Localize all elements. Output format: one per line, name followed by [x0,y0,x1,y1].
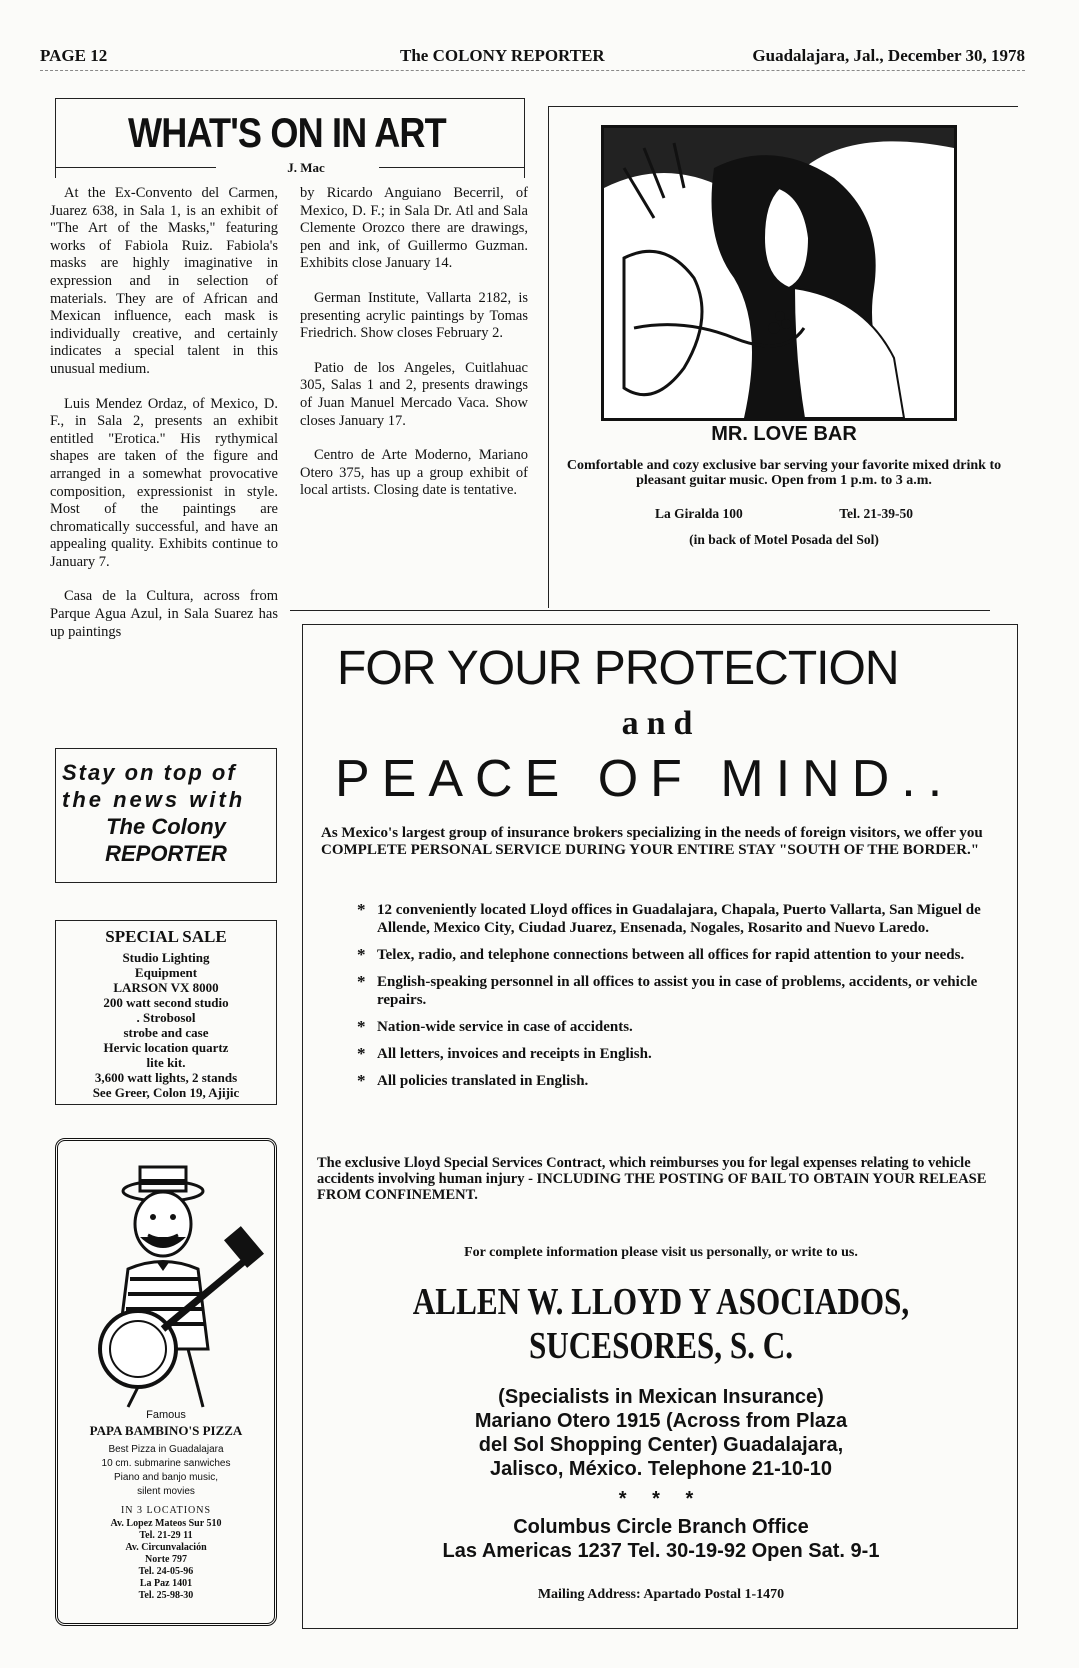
banjo-player-illustration [68,1149,264,1409]
art-paragraph: Patio de los Angeles, Cuitlahuac 305, Salas 1 and 2, presents drawings of Juan Manuel Mercado Vaca. Show closes January 17. [300,359,528,429]
ad-address-line: del Sol Shopping Center) Guadalajara, [478,1434,844,1456]
stay-line: REPORTER [105,841,227,866]
bar-address: La Giralda 100 [654,506,743,521]
pizza-line: silent movies [137,1486,195,1497]
ad-company-1: ALLEN W. LLOYD Y ASOCIADOS, [412,1281,910,1323]
pizza-location: La Paz 1401 [139,1578,193,1589]
stay-line: Stay on top of [62,760,237,785]
pizza-location: Norte 797 [145,1554,187,1565]
pizza-ad [55,1138,277,1626]
ad-headline-3: PEACE OF MIND.. [335,750,955,808]
sale-line: See Greer, Colon 19, Ajijic [92,1085,240,1100]
pizza-name: PAPA BAMBINO'S PIZZA [89,1423,243,1438]
masthead [40,44,1025,71]
pizza-line: Best Pizza in Guadalajara [108,1444,224,1455]
insurance-ad [302,624,1018,1629]
art-title: WHAT'S ON IN ART [128,109,446,156]
art-paragraph: At the Ex-Convento del Carmen, Juarez 638, in Sala 1, is an exhibit of "The Art of the Masks," featuring works of Fabiola Ruiz. Fabiola's masks are highly imaginative in expression and in selection of materials. They are of African and Mexican influence, each mask is individually creative, and certainly indicates a special talent in this unusual medium. [50,185,278,377]
sale-line: . Strobosol [136,1010,196,1025]
sale-line: strobe and case [123,1025,209,1040]
sale-line: 3,600 watt lights, 2 stands [94,1070,238,1085]
art-column-1 [50,185,278,641]
sale-line: LARSON VX 8000 [113,980,219,995]
bar-name: MR. LOVE BAR [711,423,857,445]
art-byline: J. Mac [287,160,325,175]
pizza-line: 10 cm. submarine sanwiches [101,1458,231,1469]
sale-line: Studio Lighting [122,950,210,965]
woman-illustration [601,125,957,421]
pizza-locations-title: IN 3 LOCATIONS [120,1505,212,1516]
ad-bullet: * Nation-wide service in case of accidents. [353,1018,989,1036]
stay-line: The Colony [106,814,226,839]
paper-name: The COLONY REPORTER [400,46,605,65]
ad-bullet-list [353,901,989,1099]
pizza-line: Piano and banjo music, [114,1472,218,1483]
sale-line: lite kit. [146,1055,186,1070]
ad-stars: * * * [618,1488,704,1510]
stay-line: the news with [62,787,246,812]
bar-description: Comfortable and cozy exclusive bar serving your favorite mixed drink to pleasant guitar music. Open from 1 p.m. to 3 a.m. [566,458,1002,488]
pizza-location: Tel. 21-29 11 [139,1530,193,1541]
ad-bullet: * All policies translated in English. [353,1072,989,1090]
pizza-location: Av. Lopez Mateos Sur 510 [110,1518,222,1529]
special-sale-box [55,920,277,1105]
dateline: Guadalajara, Jal., December 30, 1978 [752,46,1025,65]
ad-bullet: * 12 conveniently located Lloyd offices in Guadalajara, Chapala, Puerto Vallarta, San Miguel de Allende, Mexico City, Ciudad Juarez, Ensenada, Nogales, Rosarito and Nuevo Laredo. [353,901,989,937]
sale-line: 200 watt second studio [103,995,229,1010]
sale-line: Hervic location quartz [103,1040,229,1055]
ad-branch-details: Las Americas 1237 Tel. 30-19-92 Open Sat. 9-1 [442,1540,880,1562]
stay-on-top-box [55,748,277,883]
ad-headline-1: FOR YOUR PROTECTION [337,642,899,695]
bar-phone: Tel. 21-39-50 [839,506,914,521]
sale-title: SPECIAL SALE [105,927,227,946]
ad-company-2: SUCESORES, S. C. [528,1325,794,1367]
ad-info: For complete information please visit us personally, or write to us. [464,1245,858,1260]
art-paragraph: by Ricardo Anguiano Becerril, of Mexico, D. F.; in Sala Dr. Atl and Sala Clemente Orozco there are drawings, pen and ink, of Guillermo Guzman. Exhibits close January 14. [300,185,528,272]
page-number: PAGE 12 [40,46,108,65]
bar-note: (in back of Motel Posada del Sol) [689,532,879,547]
ad-intro: As Mexico's largest group of insurance brokers specializing in the needs of foreign visitors, we offer you COMPLETE PERSONAL SERVICE DURING YOUR ENTIRE STAY "SOUTH OF THE BORDER." [321,825,983,858]
art-paragraph: Casa de la Cultura, across from Parque Agua Azul, in Sala Suarez has up paintings [50,588,278,640]
art-column-2 [300,185,528,517]
ad-headline-2: and [621,705,701,742]
ad-mailing: Mailing Address: Apartado Postal 1-1470 [537,1587,785,1602]
art-paragraph: German Institute, Vallarta 2182, is presenting acrylic paintings by Tomas Friedrich. Show closes February 2. [300,289,528,342]
ad-bullet: * All letters, invoices and receipts in English. [353,1045,989,1063]
ad-contract: The exclusive Lloyd Special Services Contract, which reimburses you for legal expenses relating to vehicle accidents involving human injury - INCLUDING THE POSTING OF BAIL TO OBTAIN YOUR RELEASE FROM CONFINEMENT. [317,1155,987,1203]
ad-bullet: * English-speaking personnel in all offices to assist you in case of problems, accidents, or vehicle repairs. [353,973,989,1009]
love-bar-ad [548,106,1018,608]
pizza-location: Tel. 25-98-30 [138,1590,194,1601]
art-paragraph: Luis Mendez Ordaz, of Mexico, D. F., in Sala 2, presents an exhibit entitled "Erotica." His rythymical shapes are taken of the figure and arranged in a somewhat provocative composition, expressionist in style. Most of the paintings are chromatically successful, and have an appealing quality. Exhibits continue to January 7. [50,395,278,570]
ad-specialists: (Specialists in Mexican Insurance) [498,1386,824,1408]
sale-line: Equipment [134,965,198,980]
pizza-location: Av. Circunvalación [125,1542,207,1553]
ad-address-line: Mariano Otero 1915 (Across from Plaza [474,1410,848,1432]
pizza-famous: Famous [146,1409,186,1421]
art-paragraph: Centro de Arte Moderno, Mariano Otero 375, has up a group exhibit of local artists. Closing date is tentative. [300,447,528,499]
art-title-box [55,98,525,178]
ad-branch-title: Columbus Circle Branch Office [513,1516,809,1538]
pizza-location: Tel. 24-05-96 [138,1566,194,1577]
ad-address-line: Jalisco, México. Telephone 21-10-10 [490,1458,832,1480]
ad-bullet: * Telex, radio, and telephone connections between all offices for rapid attention to your needs. [353,946,989,964]
